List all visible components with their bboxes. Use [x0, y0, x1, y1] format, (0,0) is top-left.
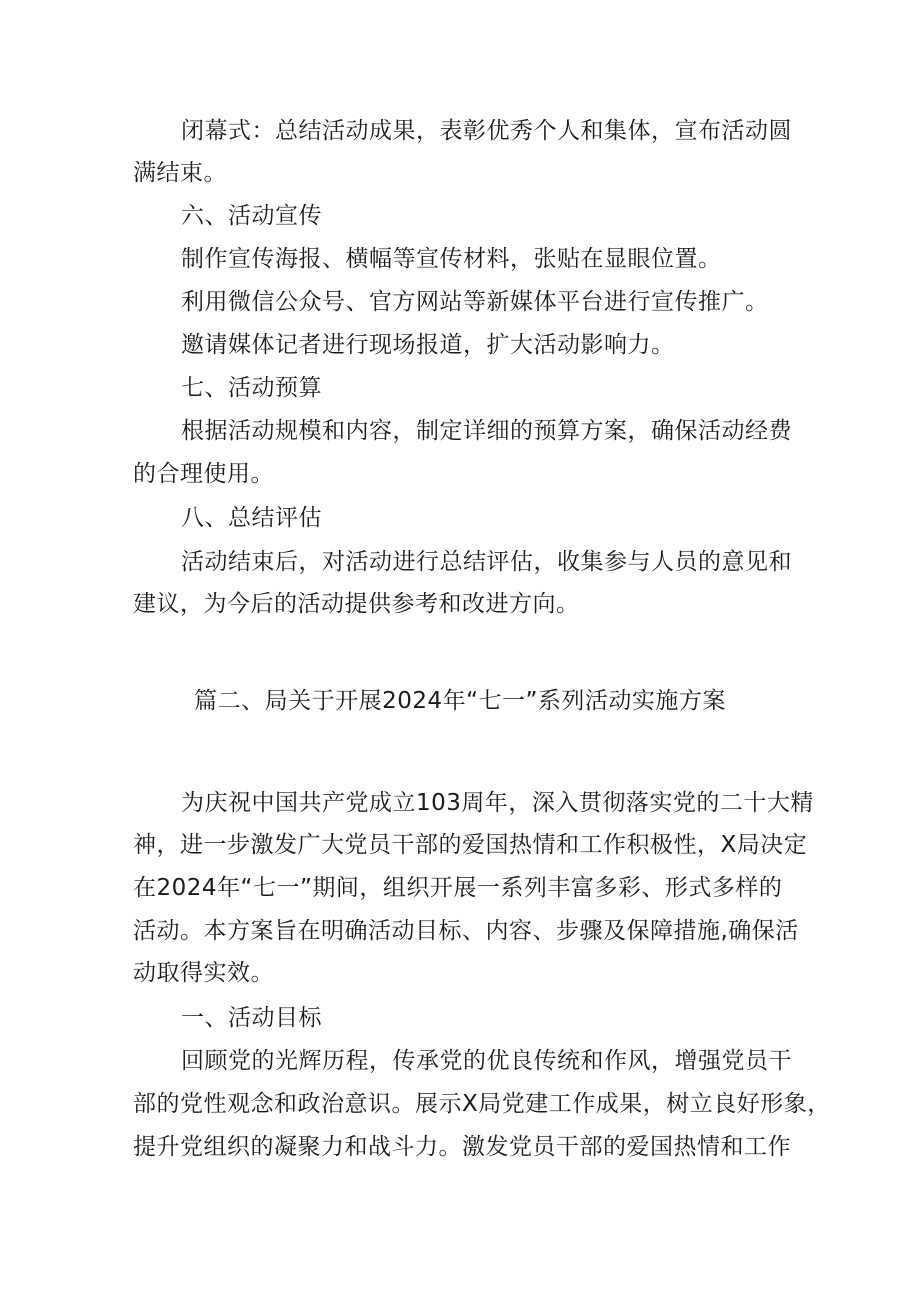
intro-line-1: 为庆祝中国共产党成立103周年，深入贯彻落实党的二十大精: [181, 790, 814, 816]
section-7-line-1: 根据活动规模和内容，制定详细的预算方案，确保活动经费: [181, 418, 792, 444]
section-7-line-2: 的合理使用。: [133, 461, 274, 487]
section-8-line-1: 活动结束后，对活动进行总结评估，收集参与人员的意见和: [181, 549, 792, 575]
section-8-heading: 八、总结评估: [181, 505, 322, 531]
section-1-line-2: 部的党性观念和政治意识。展示X局党建工作成果，树立良好形象，: [133, 1091, 831, 1117]
document-title: 篇二、局关于开展2024年“七一”系列活动实施方案: [194, 688, 726, 714]
closing-ceremony-line-2: 满结束。: [133, 160, 227, 186]
intro-line-2: 神，进一步激发广大党员干部的爱国热情和工作积极性，X局决定: [133, 832, 808, 858]
section-7-heading: 七、活动预算: [181, 375, 322, 401]
section-6-item-2: 利用微信公众号、官方网站等新媒体平台进行宣传推广。: [181, 289, 769, 315]
section-1-heading: 一、活动目标: [181, 1005, 322, 1031]
intro-line-3: 在2024年“七一”期间，组织开展一系列丰富多彩、形式多样的: [133, 875, 783, 901]
section-8-line-2: 建议，为今后的活动提供参考和改进方向。: [133, 591, 580, 617]
section-1-line-1: 回顾党的光辉历程，传承党的优良传统和作风，增强党员干: [181, 1048, 792, 1074]
intro-line-4: 活动。本方案旨在明确活动目标、内容、步骤及保障措施,确保活: [133, 918, 799, 944]
intro-line-5: 动取得实效。: [133, 960, 274, 986]
section-6-item-3: 邀请媒体记者进行现场报道，扩大活动影响力。: [181, 332, 675, 358]
section-1-line-3: 提升党组织的凝聚力和战斗力。激发党员干部的爱国热情和工作: [133, 1134, 791, 1160]
closing-ceremony-line-1: 闭幕式：总结活动成果，表彰优秀个人和集体，宣布活动圆: [181, 118, 792, 144]
section-6-heading: 六、活动宣传: [181, 203, 322, 229]
section-6-item-1: 制作宣传海报、横幅等宣传材料，张贴在显眼位置。: [181, 246, 722, 272]
